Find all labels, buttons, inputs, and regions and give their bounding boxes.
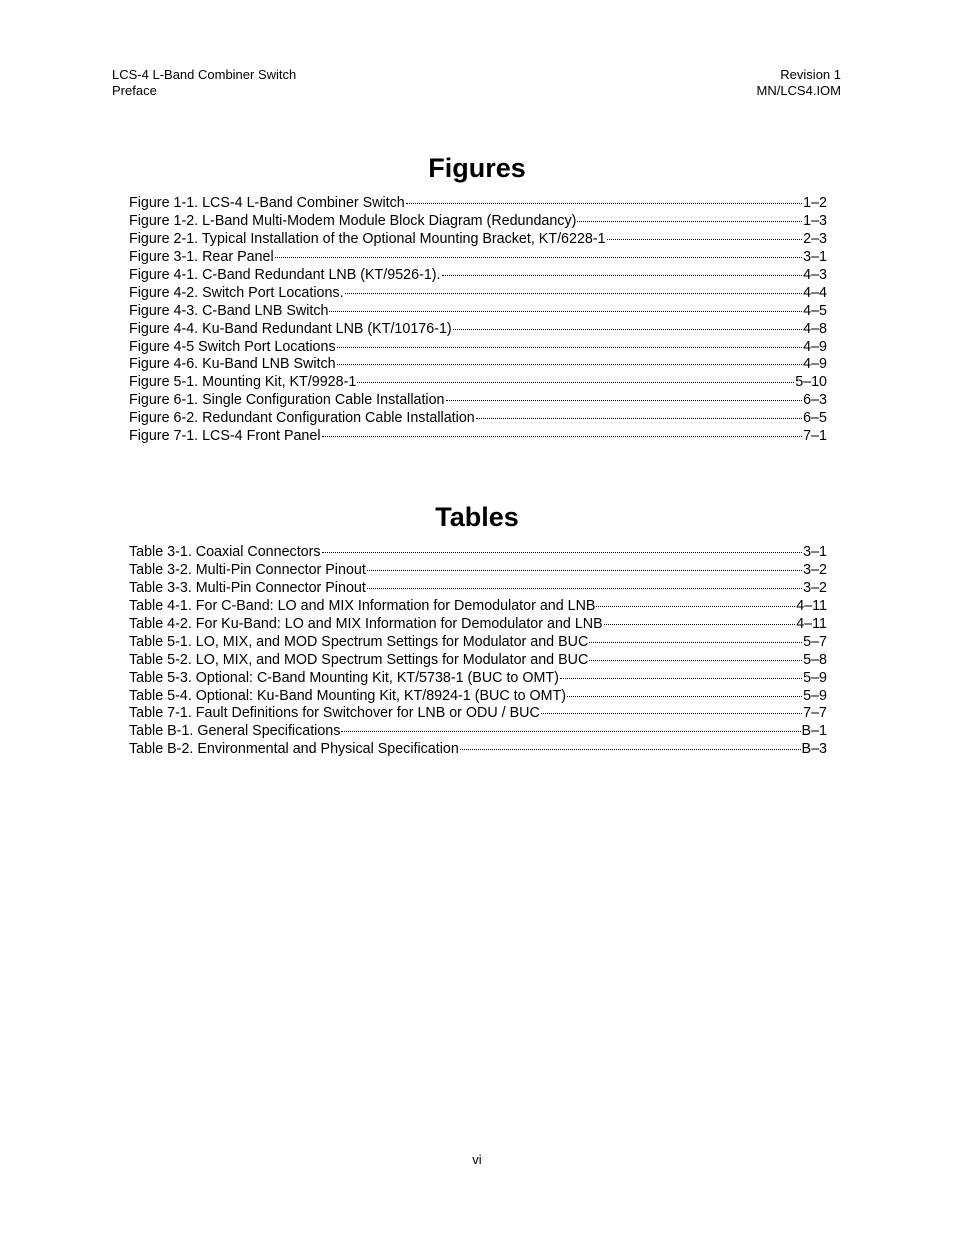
entry-label: Figure 3-1. Rear Panel xyxy=(129,248,274,265)
dot-leader xyxy=(442,274,803,276)
entry-page: 2–3 xyxy=(803,230,827,247)
entry-label: Table B-2. Environmental and Physical Specification xyxy=(129,741,459,758)
entry-label: Table 4-1. For C-Band: LO and MIX Information for Demodulator and LNB xyxy=(129,597,596,614)
entry-page: 3–2 xyxy=(803,579,827,596)
entry-label: Table 5-1. LO, MIX, and MOD Spectrum Settings for Modulator and BUC xyxy=(129,633,589,650)
figure-entry[interactable] xyxy=(129,285,827,303)
table-entry[interactable] xyxy=(129,705,827,723)
entry-label: Table 3-3. Multi-Pin Connector Pinout xyxy=(129,579,366,596)
entry-label: Figure 1-2. L-Band Multi-Modem Module Block Diagram (Redundancy) xyxy=(129,212,577,229)
entry-label: Table 3-1. Coaxial Connectors xyxy=(129,544,321,560)
entry-page: 4–9 xyxy=(803,356,827,373)
table-entry[interactable] xyxy=(129,598,827,616)
dot-leader xyxy=(577,220,802,222)
entry-page: 5–10 xyxy=(795,374,827,391)
entry-label: Figure 4-5 Switch Port Locations xyxy=(129,338,336,355)
entry-label: Figure 2-1. Typical Installation of the Optional Mounting Bracket, KT/6228-1 xyxy=(129,230,606,247)
entry-page: 4–8 xyxy=(803,320,827,337)
entry-page: 1–3 xyxy=(803,212,827,229)
dot-leader xyxy=(589,659,802,661)
entry-page: 5–8 xyxy=(803,651,827,668)
dot-leader xyxy=(341,730,800,732)
entry-label: Figure 4-4. Ku-Band Redundant LNB (KT/10176-1) xyxy=(129,320,452,337)
table-entry[interactable] xyxy=(129,741,827,759)
dot-leader xyxy=(460,748,801,750)
page-number: vi xyxy=(472,1152,482,1167)
entry-page: 5–7 xyxy=(803,633,827,650)
figure-entry[interactable] xyxy=(129,356,827,374)
figure-entry[interactable] xyxy=(129,392,827,410)
entry-label: Table 5-2. LO, MIX, and MOD Spectrum Settings for Modulator and BUC xyxy=(129,651,589,668)
entry-page: 4–5 xyxy=(803,302,827,319)
section-name: Preface xyxy=(112,83,157,98)
entry-page: 4–9 xyxy=(803,338,827,355)
entry-page: 7–1 xyxy=(803,428,827,445)
tables-list xyxy=(129,544,827,759)
figures-list xyxy=(129,195,827,446)
dot-leader xyxy=(604,623,796,625)
entry-page: 1–2 xyxy=(803,195,827,211)
table-entry[interactable] xyxy=(129,723,827,741)
document-number: MN/LCS4.IOM xyxy=(756,83,841,98)
entry-label: Table 3-2. Multi-Pin Connector Pinout xyxy=(129,561,366,578)
figures-heading: Figures xyxy=(428,153,526,184)
document-title: LCS-4 L-Band Combiner Switch xyxy=(112,67,297,82)
entry-label: Figure 4-6. Ku-Band LNB Switch xyxy=(129,356,336,373)
dot-leader xyxy=(589,641,802,643)
header-left xyxy=(112,67,296,99)
revision-label: Revision 1 xyxy=(780,67,841,82)
dot-leader xyxy=(357,381,794,383)
table-entry[interactable] xyxy=(129,562,827,580)
table-entry[interactable] xyxy=(129,580,827,598)
figure-entry[interactable] xyxy=(129,339,827,357)
entry-label: Figure 1-1. LCS-4 L-Band Combiner Switch xyxy=(129,195,405,211)
figure-entry[interactable] xyxy=(129,213,827,231)
entry-page: 4–4 xyxy=(803,284,827,301)
entry-page: B–1 xyxy=(801,723,827,740)
dot-leader xyxy=(596,605,795,607)
dot-leader xyxy=(541,712,802,714)
dot-leader xyxy=(337,363,803,365)
entry-page: 4–3 xyxy=(803,266,827,283)
entry-page: 3–1 xyxy=(803,544,827,560)
dot-leader xyxy=(367,587,802,589)
entry-page: 7–7 xyxy=(803,705,827,722)
dot-leader xyxy=(446,399,803,401)
entry-page: 3–2 xyxy=(803,561,827,578)
entry-page: B–3 xyxy=(801,741,827,758)
dot-leader xyxy=(345,292,803,294)
dot-leader xyxy=(322,435,803,437)
dot-leader xyxy=(337,346,803,348)
figure-entry[interactable] xyxy=(129,267,827,285)
figure-entry[interactable] xyxy=(129,410,827,428)
figure-entry[interactable] xyxy=(129,374,827,392)
entry-page: 4–11 xyxy=(796,615,827,632)
dot-leader xyxy=(453,328,802,330)
entry-page: 6–3 xyxy=(803,392,827,409)
entry-page: 6–5 xyxy=(803,410,827,427)
figure-entry[interactable] xyxy=(129,303,827,321)
tables-heading: Tables xyxy=(435,502,519,533)
dot-leader xyxy=(322,551,803,553)
figure-entry[interactable] xyxy=(129,195,827,213)
figure-entry[interactable] xyxy=(129,231,827,249)
dot-leader xyxy=(329,310,802,312)
entry-label: Figure 7-1. LCS-4 Front Panel xyxy=(129,428,321,445)
entry-label: Figure 4-2. Switch Port Locations. xyxy=(129,284,344,301)
dot-leader xyxy=(275,256,803,258)
dot-leader xyxy=(567,695,802,697)
entry-page: 4–11 xyxy=(796,597,827,614)
dot-leader xyxy=(607,238,803,240)
entry-label: Figure 6-1. Single Configuration Cable Installation xyxy=(129,392,445,409)
table-entry[interactable] xyxy=(129,634,827,652)
entry-page: 5–9 xyxy=(803,687,827,704)
entry-label: Table 7-1. Fault Definitions for Switchover for LNB or ODU / BUC xyxy=(129,705,540,722)
table-entry[interactable] xyxy=(129,652,827,670)
page-header xyxy=(112,67,841,103)
entry-label: Figure 4-1. C-Band Redundant LNB (KT/9526-1). xyxy=(129,266,441,283)
dot-leader xyxy=(560,677,802,679)
table-entry[interactable] xyxy=(129,670,827,688)
figure-entry[interactable] xyxy=(129,249,827,267)
entry-label: Figure 4-3. C-Band LNB Switch xyxy=(129,302,329,319)
table-entry[interactable] xyxy=(129,544,827,562)
entry-label: Table 4-2. For Ku-Band: LO and MIX Information for Demodulator and LNB xyxy=(129,615,603,632)
entry-label: Table 5-3. Optional: C-Band Mounting Kit, KT/5738-1 (BUC to OMT) xyxy=(129,669,559,686)
entry-label: Figure 6-2. Redundant Configuration Cable Installation xyxy=(129,410,475,427)
entry-label: Table B-1. General Specifications xyxy=(129,723,341,740)
header-right xyxy=(756,67,841,99)
dot-leader xyxy=(476,417,802,419)
figure-entry[interactable] xyxy=(129,428,827,446)
dot-leader xyxy=(406,202,802,204)
entry-label: Table 5-4. Optional: Ku-Band Mounting Kit, KT/8924-1 (BUC to OMT) xyxy=(129,687,567,704)
entry-label: Figure 5-1. Mounting Kit, KT/9928-1 xyxy=(129,374,357,391)
entry-page: 3–1 xyxy=(803,248,827,265)
dot-leader xyxy=(367,569,802,571)
table-entry[interactable] xyxy=(129,616,827,634)
table-entry[interactable] xyxy=(129,688,827,706)
entry-page: 5–9 xyxy=(803,669,827,686)
figure-entry[interactable] xyxy=(129,321,827,339)
